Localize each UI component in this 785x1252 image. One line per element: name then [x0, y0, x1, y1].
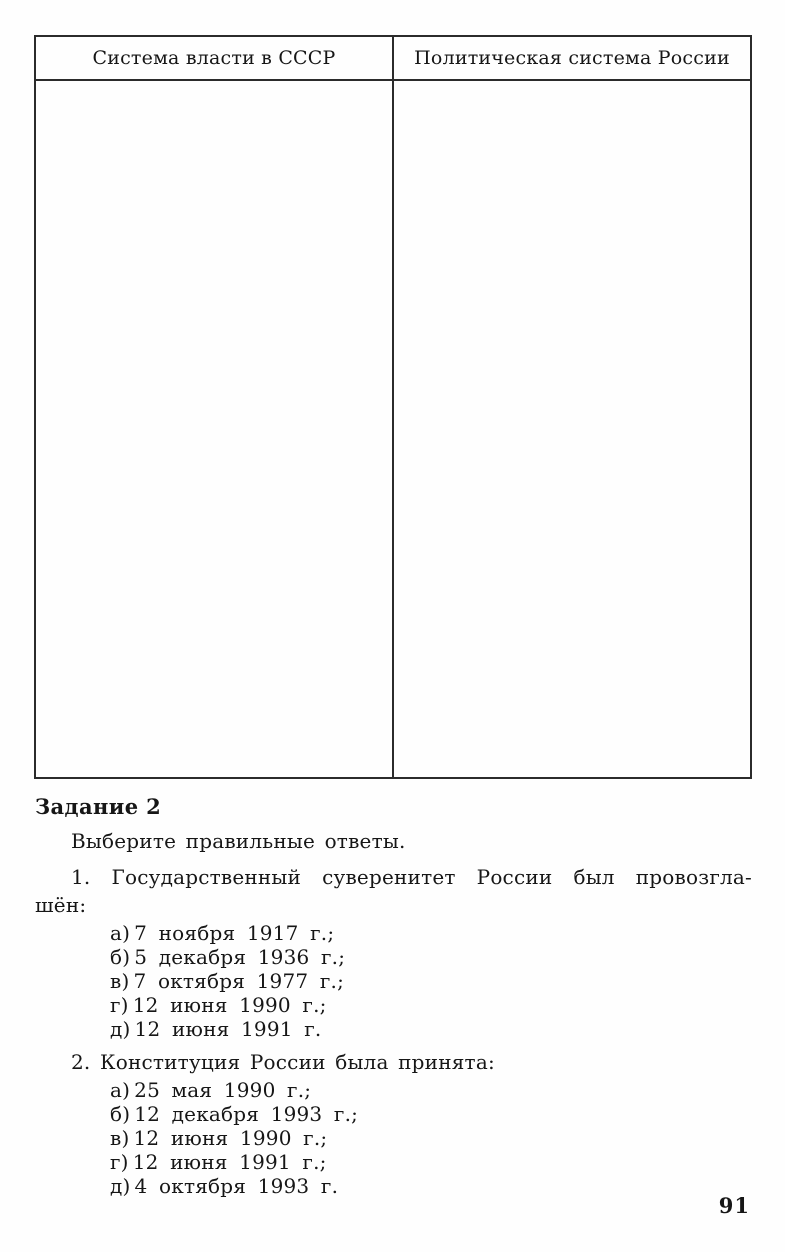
option-letter: г)	[110, 1150, 129, 1174]
option-letter: в)	[110, 969, 130, 993]
option-text: 7 ноября 1917 г.;	[134, 921, 335, 945]
task-instruction: Выберите правильные ответы.	[71, 829, 406, 853]
question-2-options	[110, 1078, 752, 1198]
option-letter: д)	[110, 1174, 131, 1198]
question-2-option-v	[110, 1126, 752, 1150]
question-1-option-v	[110, 969, 752, 993]
table-cell-russia-empty	[393, 80, 751, 778]
question-2-option-g	[110, 1150, 752, 1174]
table-header-russia-system: Политическая система России	[393, 36, 751, 80]
question-1-option-a	[110, 921, 752, 945]
option-letter: а)	[110, 1078, 131, 1102]
question-1-line-2: шён:	[35, 893, 87, 917]
question-1-option-g	[110, 993, 752, 1017]
question-1-option-d	[110, 1017, 752, 1041]
option-text: 25 мая 1990 г.;	[134, 1078, 312, 1102]
option-letter: а)	[110, 921, 131, 945]
question-2	[35, 1048, 752, 1198]
question-1-option-b	[110, 945, 752, 969]
option-text: 7 октября 1977 г.;	[133, 969, 345, 993]
option-letter: г)	[110, 993, 129, 1017]
page-number: 91	[718, 1193, 750, 1218]
option-text: 12 июня 1991 г.	[134, 1017, 322, 1041]
table-body-row	[35, 80, 751, 778]
option-letter: б)	[110, 1102, 131, 1126]
comparison-table-header-row	[35, 36, 751, 80]
question-2-line-1: 2. Конституция России была принята:	[71, 1050, 495, 1074]
question-2-option-a	[110, 1078, 752, 1102]
table-cell-ussr-empty	[35, 80, 393, 778]
task-title: Задание 2	[35, 794, 162, 819]
question-1-line-1: 1. Государственный суверенитет России был провозгла-	[71, 865, 752, 889]
option-letter: в)	[110, 1126, 130, 1150]
question-2-option-b	[110, 1102, 752, 1126]
option-letter: д)	[110, 1017, 131, 1041]
comparison-table	[34, 35, 752, 779]
question-1-options	[110, 921, 752, 1041]
question-1	[35, 863, 752, 1041]
option-text: 12 июня 1991 г.;	[132, 1150, 327, 1174]
option-text: 5 декабря 1936 г.;	[134, 945, 346, 969]
table-header-ussr-system: Система власти в СССР	[35, 36, 393, 80]
option-letter: б)	[110, 945, 131, 969]
task-section	[35, 794, 752, 1198]
option-text: 4 октября 1993 г.	[134, 1174, 339, 1198]
option-text: 12 декабря 1993 г.;	[134, 1102, 359, 1126]
option-text: 12 июня 1990 г.;	[133, 1126, 328, 1150]
option-text: 12 июня 1990 г.;	[132, 993, 327, 1017]
question-2-option-d	[110, 1174, 752, 1198]
